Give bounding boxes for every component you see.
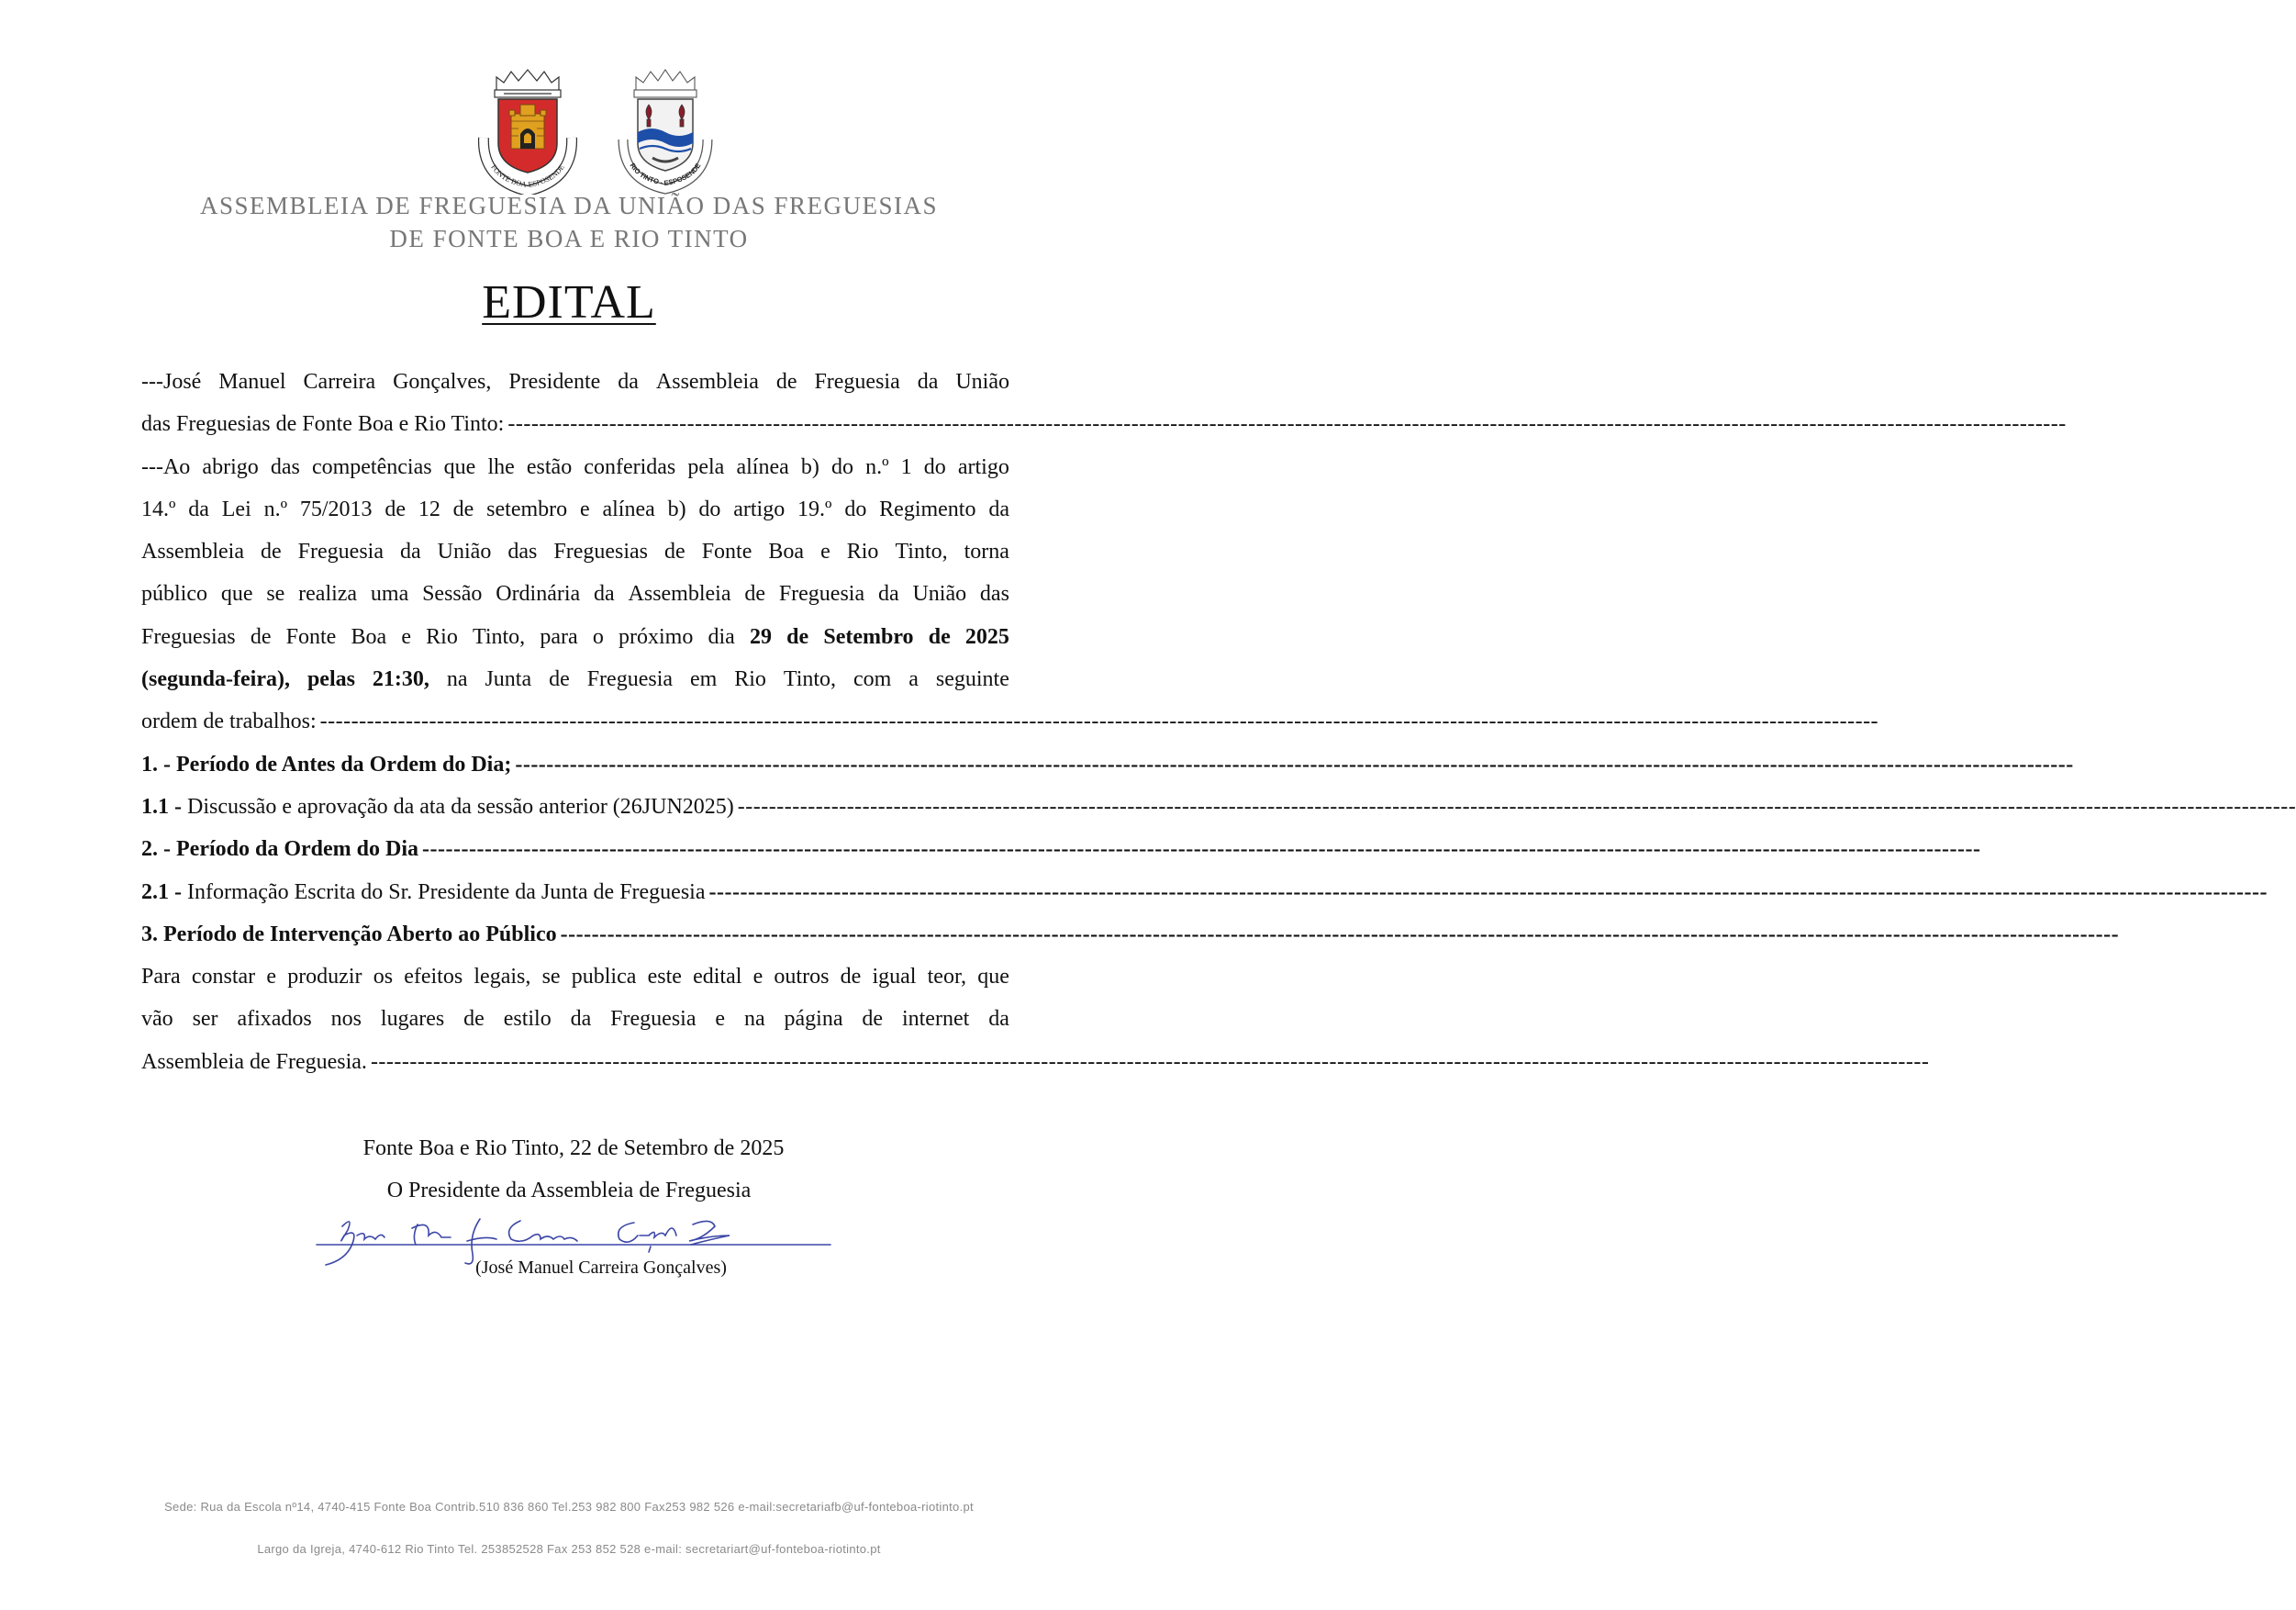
justified-line: público que se realiza uma Sessão Ordinária da Assembleia de Freguesia da União das bbox=[141, 582, 1009, 607]
place-and-date: Fonte Boa e Rio Tinto, 22 de Setembro de 2025 bbox=[362, 1136, 785, 1160]
crest-motto-right: RIO TINTO - ESPOSENDE bbox=[628, 162, 703, 188]
footer-rio-tinto-office: Largo da Igreja, 4740-612 Rio Tinto Tel. 253852528 Fax 253 852 528 e-mail: secretariart@uf-fonteboa-riotinto.pt bbox=[257, 1542, 881, 1556]
dashed-line bbox=[141, 700, 1879, 743]
agenda-text: Informação Escrita do Sr. Presidente da Junta de Freguesia bbox=[187, 879, 706, 904]
agenda-text: Período de Antes da Ordem do Dia; bbox=[176, 752, 512, 777]
assembly-line-2: DE FONTE BOA E RIO TINTO bbox=[389, 225, 749, 252]
rio-tinto-coat-of-arms bbox=[610, 66, 720, 195]
closing-block bbox=[0, 1127, 1138, 1212]
crests bbox=[0, 66, 1138, 195]
dash-filler: -------------------------------------------------------------------------------------------------------------------------------------------------------------------------------------------------------- bbox=[370, 1049, 1930, 1074]
agenda-number: 3. bbox=[141, 922, 158, 946]
agenda-item bbox=[141, 871, 2268, 913]
justified-line: 14.º da Lei n.º 75/2013 de 12 de setembro e alínea b) do artigo 19.º do Regimento da bbox=[141, 497, 1009, 521]
dashed-line bbox=[141, 1041, 1930, 1083]
agenda-text: Período da Ordem do Dia bbox=[176, 837, 418, 862]
assembly-heading bbox=[0, 189, 1138, 255]
agenda-item bbox=[141, 913, 2120, 956]
body-text: das Freguesias de Fonte Boa e Rio Tinto: bbox=[141, 412, 505, 437]
signatory-role: O Presidente da Assembleia de Freguesia bbox=[386, 1179, 752, 1202]
dash-filler: -------------------------------------------------------------------------------------------------------------------------------------------------------------------------------------------------------- bbox=[737, 794, 2296, 819]
justified-line: Assembleia de Freguesia da União das Freguesias de Fonte Boa e Rio Tinto, torna bbox=[141, 540, 1009, 565]
footer-headquarters: Sede: Rua da Escola nº14, 4740-415 Fonte Boa Contrib.510 836 860 Tel.253 982 800 Fax253 982 526 e-mail:secretariafb@uf-fonteboa-riotinto.pt bbox=[164, 1500, 974, 1514]
justified-line: ---José Manuel Carreira Gonçalves, Presidente da Assembleia de Freguesia da União bbox=[141, 370, 1009, 394]
document-body bbox=[141, 361, 2296, 1083]
agenda-number: 2. - bbox=[141, 837, 171, 862]
signatory-name: (José Manuel Carreira Gonçalves) bbox=[475, 1258, 727, 1278]
fonte-boa-coat-of-arms bbox=[463, 66, 592, 195]
justified-line-mixed: Freguesias de Fonte Boa e Rio Tinto, para o próximo dia 29 de Setembro de 2025 bbox=[141, 624, 1009, 649]
agenda-item bbox=[141, 744, 2074, 786]
body-text: ordem de trabalhos: bbox=[141, 710, 317, 734]
dash-filler: -------------------------------------------------------------------------------------------------------------------------------------------------------------------------------------------------------- bbox=[319, 710, 1879, 734]
document-title: EDITAL bbox=[482, 276, 656, 329]
justified-line: vão ser afixados nos lugares de estilo da Freguesia e na página de internet da bbox=[141, 1007, 1009, 1032]
dash-filler: -------------------------------------------------------------------------------------------------------------------------------------------------------------------------------------------------------- bbox=[507, 412, 2067, 437]
dashed-line bbox=[141, 403, 2067, 445]
crest-motto-left: FONTE BOA-ESPOSENDE bbox=[489, 162, 566, 190]
dash-filler: -------------------------------------------------------------------------------------------------------------------------------------------------------------------------------------------------------- bbox=[422, 837, 1981, 862]
dash-filler: -------------------------------------------------------------------------------------------------------------------------------------------------------------------------------------------------------- bbox=[708, 879, 2268, 904]
dash-filler: -------------------------------------------------------------------------------------------------------------------------------------------------------------------------------------------------------- bbox=[515, 752, 2074, 777]
agenda-item bbox=[141, 786, 2296, 828]
agenda-number: 1. - bbox=[141, 752, 171, 777]
agenda-text: Período de Intervenção Aberto ao Público bbox=[163, 922, 557, 946]
body-text: Assembleia de Freguesia. bbox=[141, 1049, 367, 1074]
assembly-line-1: ASSEMBLEIA DE FREGUESIA DA UNIÃO DAS FREGUESIAS bbox=[199, 192, 939, 219]
agenda-text: Discussão e aprovação da ata da sessão anterior (26JUN2025) bbox=[187, 794, 734, 819]
justified-line: Para constar e produzir os efeitos legais, se publica este edital e outros de igual teor, que bbox=[141, 965, 1009, 989]
justified-line: ---Ao abrigo das competências que lhe estão conferidas pela alínea b) do n.º 1 do artigo bbox=[141, 454, 1009, 479]
agenda-number: 1.1 - bbox=[141, 794, 182, 819]
justified-line-mixed: (segunda-feira), pelas 21:30, na Junta de Freguesia em Rio Tinto, com a seguinte bbox=[141, 667, 1009, 692]
agenda-item bbox=[141, 828, 1981, 870]
dash-filler: -------------------------------------------------------------------------------------------------------------------------------------------------------------------------------------------------------- bbox=[560, 922, 2120, 946]
agenda-number: 2.1 - bbox=[141, 879, 182, 904]
